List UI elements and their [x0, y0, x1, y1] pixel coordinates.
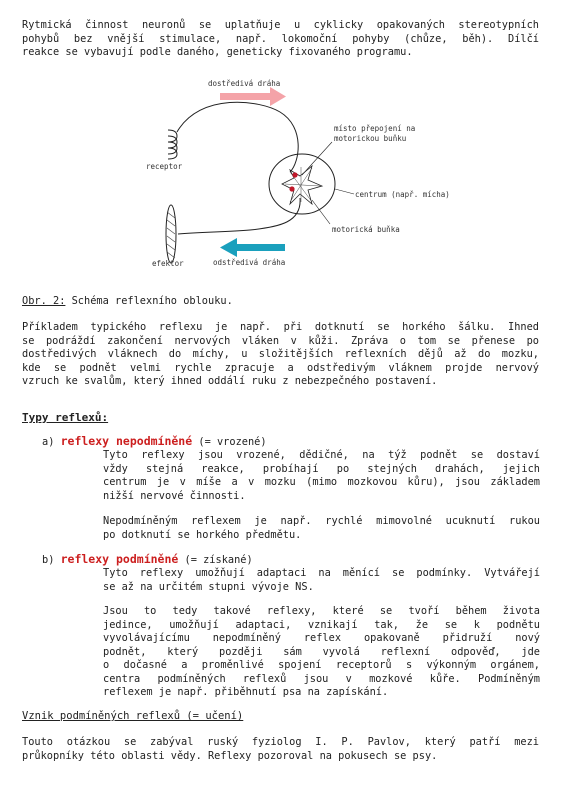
synapse-dot [292, 172, 297, 177]
reflex-b-title [42, 553, 253, 568]
label-motor: motorická buňka [332, 225, 400, 234]
reflex-a-title [42, 435, 267, 450]
more-line: centra podmíněných reflexů jsou v mozkové kůře. Podmíněným [103, 672, 540, 685]
learning-heading: Vznik podmíněných reflexů (= učení) [22, 710, 244, 722]
more-line: vyvolávajícímu nepodmíněný reflex opakovaně přidruží nový [103, 632, 540, 644]
intro-line: reakce se vybavují podle daného, geneticky fixovaného programu. [22, 46, 413, 58]
label-switch: místo přepojení na [334, 124, 416, 133]
more-line: Jsou to tedy takové reflexy, které se tvoří během života [103, 605, 540, 617]
caption-text: Schéma reflexního oblouku. [65, 295, 233, 307]
more-line: o dočasné a proměnlivé spojení receptorů s výkonným orgánem, [103, 659, 540, 671]
desc-line: Tyto reflexy jsou vrozené, dědičné, na týž podnět se dostaví [103, 449, 540, 461]
label-center: centrum (např. mícha) [355, 190, 450, 199]
para-line: dostředivých vláknech do míchy, u složitějších reflexních dějů až do mozku, [22, 348, 539, 360]
para-line: kde se podnět velmi rychle zpracuje a odstředivým vláknem projde nervový [22, 361, 539, 374]
intro-paragraph [22, 19, 539, 60]
intro-line: pohybů bez vnější stimulace, např. lokomoční pohyby (chůze, běh). Dílčí [22, 32, 539, 45]
reflex-a-note: (= vrozené) [192, 436, 267, 448]
desc-line: Tyto reflexy umožňují adaptaci na měnící se podmínky. Vytvářejí [103, 567, 540, 579]
reflex-b-description [103, 567, 540, 594]
reflex-b-more [103, 605, 540, 700]
intro-line: Rytmická činnost neuronů se uplatňuje u cyklicky opakovaných stereotypních [22, 19, 539, 31]
pointer-center [335, 189, 354, 194]
figure-caption [22, 295, 233, 307]
reflex-b-marker: b) [42, 554, 55, 566]
reflex-a-marker: a) [42, 436, 55, 448]
more-line: podnět, který později sám vyvolá reflexní odpověď, jde [103, 645, 540, 658]
para-line: se podráždí zakončení nervových vláken v kůži. Zpráva o tom se přenese po [22, 334, 539, 347]
final-line: Touto otázkou se zabýval ruský fyziolog I. P. Pavlov, který patří mezi [22, 736, 539, 748]
label-receptor: receptor [146, 162, 183, 171]
pointer-switch [302, 142, 332, 175]
efferent-fiber [178, 198, 300, 234]
reflex-arc-diagram [130, 72, 490, 272]
reflex-a-example [103, 515, 540, 542]
more-line: reflexem je např. přiběhnutí psa na zapískání. [103, 686, 389, 698]
more-line: jedince, umožňují adaptaci, vznikají tak, že se k podnětu [103, 618, 540, 631]
efferent-arrow [220, 238, 285, 257]
types-heading: Typy reflexů: [22, 411, 109, 424]
reflex-b-name: reflexy podmíněné [60, 552, 179, 566]
final-paragraph [22, 736, 539, 763]
desc-line: vždy stejná reakce, probíhají po stejných drahách, jejich [103, 462, 540, 475]
label-efferent: odstředivá dráha [213, 258, 286, 267]
synapse-dot [289, 186, 294, 191]
example-line: po dotknutí se horkého předmětu. [103, 528, 302, 541]
desc-line: se až na určitém stupni vývoje NS. [103, 580, 314, 593]
example-paragraph [22, 321, 539, 389]
final-line: průkopníky této oblasti vědy. Reflexy pozoroval na pokusech se psy. [22, 749, 438, 762]
example-line: Nepodmíněným reflexem je např. rychlé mimovolné ucuknutí rukou [103, 515, 540, 527]
desc-line: centrum je v míše a v mozku (mimo mozkovou kůru), jsou základem [103, 476, 540, 488]
reflex-a-name: reflexy nepodmíněné [60, 434, 193, 448]
reflex-b-note: (= získané) [178, 554, 253, 566]
para-line: Příkladem typického reflexu je např. při dotknutí se horkého šálku. Ihned [22, 321, 539, 333]
label-switch-2: motorickou buňku [334, 134, 407, 143]
caption-prefix: Obr. 2: [22, 295, 66, 307]
receptor-icon [168, 130, 177, 159]
label-afferent: dostředivá dráha [208, 79, 281, 88]
reflex-a-description [103, 449, 540, 503]
label-effector: efektor [152, 259, 184, 268]
para-line: vzruch ke svalům, který ihned oddálí ruku z nebezpečného postavení. [22, 375, 438, 387]
desc-line: nižší nervové činnosti. [103, 489, 246, 502]
